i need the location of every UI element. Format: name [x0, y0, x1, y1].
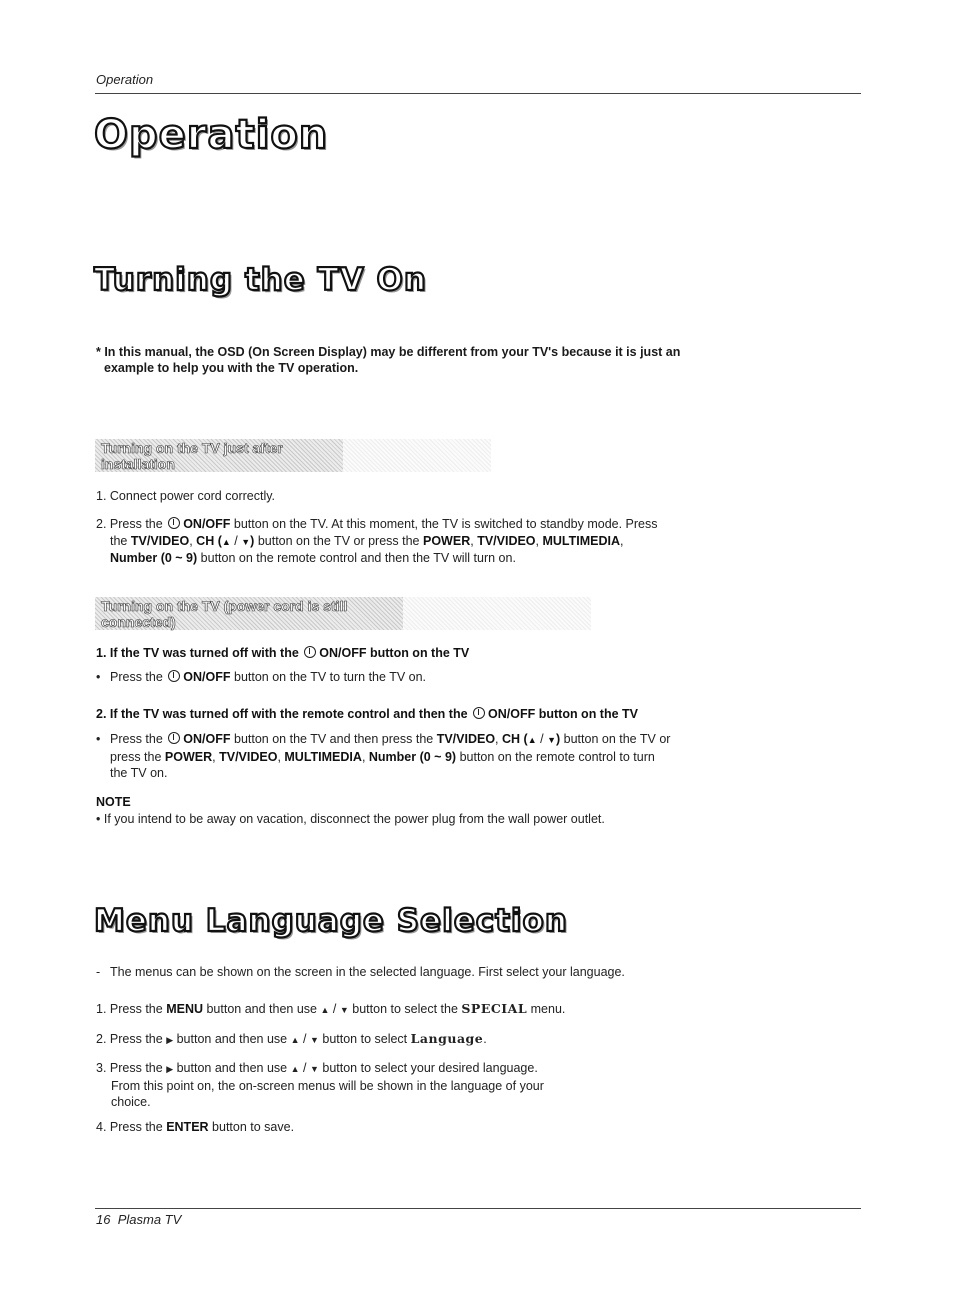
menu-step-3 — [96, 1060, 616, 1111]
right-arrow-icon: ▶ — [166, 1064, 174, 1074]
running-header: Operation — [96, 72, 154, 87]
step-text: button on the TV. At this moment, the TV is switched to standby mode. Press — [233, 517, 658, 531]
heading-text: 1. If the TV was turned off with the — [96, 646, 299, 660]
multimedia-label: MULTIMEDIA — [284, 749, 362, 764]
step3-line-3: choice. — [111, 1095, 151, 1109]
onoff-label: ON/OFF — [183, 732, 231, 746]
heading-text: 2. If the TV was turned off with the remote control and then the — [96, 707, 468, 721]
slash: / — [540, 732, 544, 746]
step2-line-2: the TV/VIDEO, CH (▲ / ▼) button on the TV or press the POWER, TV/VIDEO, MULTIMEDIA, — [110, 533, 624, 548]
tvvideo-label: TV/VIDEO — [130, 533, 190, 548]
step-text: button and then use — [206, 1002, 317, 1016]
up-arrow-icon: ▲ — [290, 1064, 300, 1074]
step-text: button and then use — [176, 1032, 288, 1046]
bullet-text: Press the — [110, 732, 163, 746]
power-icon — [168, 732, 180, 744]
paren: ) — [556, 732, 561, 746]
slash: / — [332, 1002, 337, 1016]
banner-label: Turning on the TV just after installation — [101, 439, 283, 472]
step-text: button and then use — [176, 1061, 288, 1075]
section-title-menu-language: Menu Language Selection — [94, 903, 568, 939]
page-title: Operation — [94, 112, 329, 158]
tvvideo-label: TV/VIDEO — [477, 533, 536, 548]
period: . — [483, 1032, 487, 1046]
section-title-turning-on: Turning the TV On — [94, 262, 427, 298]
multimedia-label: MULTIMEDIA — [542, 533, 621, 548]
banner-fade — [403, 597, 591, 630]
step-text: button to select the — [352, 1002, 458, 1016]
onoff-label: ON/OFF — [183, 670, 231, 684]
menu-step-4 — [96, 1119, 294, 1136]
power-icon — [168, 517, 180, 529]
down-arrow-icon: ▼ — [309, 1035, 319, 1045]
intro-line-2: example to help you with the TV operation. — [104, 361, 359, 375]
case1-heading — [96, 646, 469, 660]
case2-bullet — [96, 731, 736, 782]
bullet-dot: • — [96, 732, 101, 746]
step2-line-3 — [96, 550, 716, 567]
step-press-onoff — [96, 516, 716, 567]
intro-line-1: * In this manual, the OSD (On Screen Display) may be different from your TV's because it is just an — [96, 345, 681, 359]
bullet-text: Press the — [110, 670, 163, 684]
power-label: POWER — [423, 533, 471, 548]
step-text: button on the remote control and then the TV will turn on. — [200, 551, 516, 565]
intro-note — [96, 344, 736, 376]
heading-text: ON/OFF button on the TV — [319, 646, 470, 660]
menu-step-2 — [96, 1031, 487, 1049]
page-footer — [96, 1212, 181, 1227]
step-text: 2. Press the — [96, 1032, 163, 1046]
down-arrow-icon: ▼ — [241, 536, 251, 547]
number-label: Number (0 ~ 9) — [110, 551, 198, 565]
step-text: 3. Press the — [96, 1061, 163, 1075]
case2-line-1: • Press the ON/OFF button on the TV and then press the TV/VIDEO, CH (▲ / ▼) button on the TV or — [96, 732, 671, 746]
step-connect-cord: 1. Connect power cord correctly. — [96, 489, 276, 503]
slash: / — [303, 1032, 307, 1046]
power-icon — [168, 670, 180, 682]
bullet-text: press the — [110, 749, 162, 764]
slash: / — [303, 1061, 307, 1075]
special-menu-label: SPECIAL — [461, 1001, 528, 1016]
number-label: Number (0 ~ 9) — [368, 749, 457, 764]
step-text: button to save. — [212, 1120, 295, 1134]
down-arrow-icon: ▼ — [339, 1005, 349, 1015]
banner-label: Turning on the TV (power cord is still connected) — [101, 597, 348, 630]
bullet-text: button on the TV and then press the — [234, 732, 434, 746]
subsection-banner-after-installation — [95, 439, 343, 472]
ch-label: CH ( — [502, 732, 528, 746]
down-arrow-icon: ▼ — [309, 1064, 319, 1074]
ch-label: CH ( — [196, 533, 222, 548]
menu-label: MENU — [166, 1002, 203, 1016]
step-text: button on the TV or press the — [257, 533, 420, 548]
right-arrow-icon: ▶ — [166, 1035, 174, 1045]
case2-heading — [96, 707, 638, 721]
heading-text: ON/OFF button on the TV — [488, 707, 639, 721]
bullet-text: button on the TV to turn the TV on. — [234, 670, 427, 684]
bullet-text: button on the TV or — [563, 732, 671, 746]
step3-line-1 — [96, 1060, 616, 1078]
enter-label: ENTER — [166, 1120, 209, 1134]
step-text: the — [110, 533, 128, 548]
note-label: NOTE — [96, 795, 131, 809]
step2-line-1 — [96, 516, 716, 533]
up-arrow-icon: ▲ — [221, 536, 231, 547]
case2-line-2: press the POWER, TV/VIDEO, MULTIMEDIA, Number (0 ~ 9) button on the remote control to turn — [110, 749, 655, 764]
case1-bullet — [96, 669, 426, 686]
dash: - — [96, 965, 101, 979]
bullet-text: button on the remote control to turn — [459, 749, 655, 764]
language-menu-label: Language — [410, 1031, 484, 1046]
paren: ) — [250, 533, 255, 548]
slash: / — [234, 533, 238, 548]
menu-intro — [96, 964, 625, 981]
tvvideo-label: TV/VIDEO — [436, 732, 496, 746]
bullet-dot: • — [96, 670, 101, 684]
case2-line-3: the TV on. — [110, 766, 168, 780]
subsection-banner-cord-connected — [95, 597, 403, 630]
power-icon — [304, 646, 316, 658]
product-name: Plasma TV — [117, 1212, 182, 1227]
tvvideo-label: TV/VIDEO — [219, 749, 278, 764]
step-number: 2. Press the — [96, 517, 163, 531]
page-number: 16 — [96, 1212, 111, 1227]
onoff-label: ON/OFF — [183, 517, 231, 531]
note-text: • If you intend to be away on vacation, disconnect the power plug from the wall power outlet. — [96, 812, 605, 826]
step3-line-2: From this point on, the on-screen menus will be shown in the language of your — [111, 1078, 544, 1093]
power-icon — [473, 707, 485, 719]
banner-fade — [343, 439, 491, 472]
power-label: POWER — [164, 749, 213, 764]
up-arrow-icon: ▲ — [320, 1005, 330, 1015]
header-rule — [95, 93, 861, 94]
step-text: 4. Press the — [96, 1120, 163, 1134]
up-arrow-icon: ▲ — [290, 1035, 300, 1045]
step-text: button to select — [322, 1032, 408, 1046]
step-text: button to select your desired language. — [322, 1061, 538, 1075]
step-text: 1. Press the — [96, 1002, 163, 1016]
footer-rule — [95, 1208, 861, 1209]
intro-text: The menus can be shown on the screen in the selected language. First select your language. — [110, 965, 625, 979]
down-arrow-icon: ▼ — [547, 735, 556, 745]
step-text: menu. — [530, 1002, 566, 1016]
up-arrow-icon: ▲ — [527, 735, 537, 745]
menu-step-1 — [96, 1001, 565, 1019]
